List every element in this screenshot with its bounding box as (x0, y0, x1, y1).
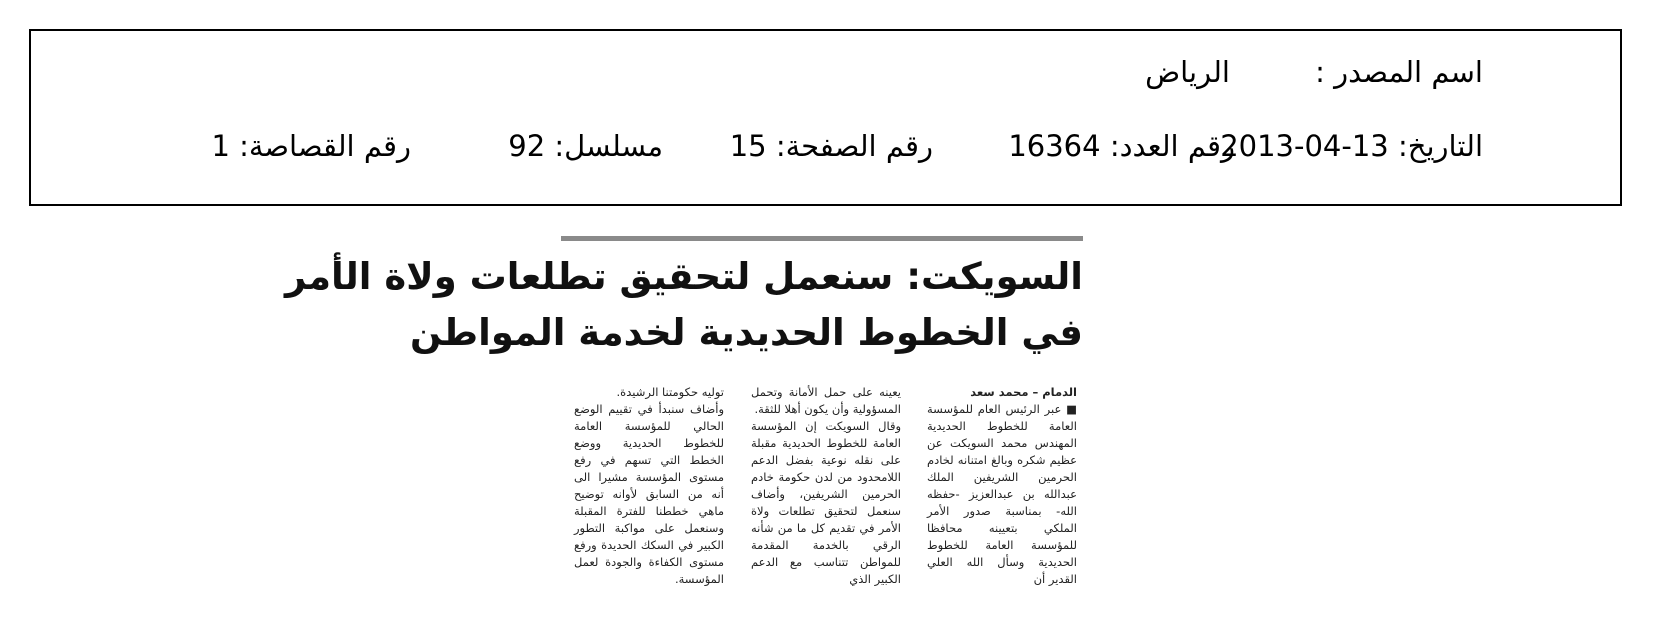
headline-line-2: في الخطوط الحديدية لخدمة المواطن (410, 311, 1083, 354)
clip-number-label: رقم القصاصة: (239, 129, 411, 163)
byline: الدمام – محمد سعد (970, 385, 1077, 399)
source-value: الرياض (1145, 55, 1230, 89)
serial-value: 92 (508, 129, 546, 163)
column-middle-paragraph-1: يعينه على حمل الأمانة وتحمل المسؤولية وأن يكون أهلا للثقة. (751, 385, 901, 416)
serial-label: مسلسل: (554, 129, 663, 163)
headline-line-1: السويكت: سنعمل لتحقيق تطلعات ولاة الأمر (285, 255, 1083, 298)
column-left-paragraph-2: وأضاف سنبدأ في تقييم الوضع الحالي للمؤسسة العامة للخطوط الحديدية ووضع الخطط التي تسهم في رفع مستوى المؤسسة مشيرا الى أنه من السابق لأوانه توضيح ماهي خططنا للفترة المقبلة وسنعمل على مواكبة التطور الكبير في السكك الحديدة ورفع مستوى الكفاءة والجودة لعمل المؤسسة. (574, 402, 724, 586)
column-right-text: ■ عبر الرئيس العام للمؤسسة العامة للخطوط الحديدية المهندس محمد السويكت عن عظيم شكره وبالغ امتنانه لخادم الحرمين الشريفين الملك عبدالله بن عبدالعزيز -حفظه الله- بمناسبة صدور الأمر الملكي بتعيينه محافظا للمؤسسة العامة للخطوط الحديدية وسأل الله العلي القدير أن (927, 402, 1077, 586)
date-field (1220, 129, 1483, 163)
article-column-left (574, 384, 724, 588)
serial-field (508, 129, 663, 163)
page-value: 15 (729, 129, 767, 163)
issue-field (1008, 129, 1235, 163)
column-left-paragraph-1: توليه حكومتنا الرشيدة. (616, 385, 724, 399)
clip-number-field (211, 129, 411, 163)
clip-number-value: 1 (211, 129, 230, 163)
issue-label: رقم العدد: (1109, 129, 1235, 163)
newspaper-clipping (285, 236, 1083, 616)
date-value: 2013-04-13 (1220, 129, 1389, 163)
column-middle-paragraph-2: وقال السويكت إن المؤسسة العامة للخطوط الحديدية مقبلة على نقله نوعية بفضل الدعم اللامحدود من لدن حكومة خادم الحرمين الشريفين، وأضاف سنعمل لتحقيق تطلعات ولاة الأمر في تقديم كل ما من شأنه الرقي بالخدمة المقدمة للمواطن تتناسب مع الدعم الكبير الذي (751, 419, 901, 586)
source-label: اسم المصدر : (1315, 55, 1483, 89)
date-label: التاريخ: (1397, 129, 1483, 163)
issue-value: 16364 (1008, 129, 1101, 163)
article-column-right (927, 384, 1077, 588)
top-rule (561, 236, 1083, 241)
page-label: رقم الصفحة: (775, 129, 933, 163)
page-field (729, 129, 933, 163)
article-column-middle (751, 384, 901, 588)
